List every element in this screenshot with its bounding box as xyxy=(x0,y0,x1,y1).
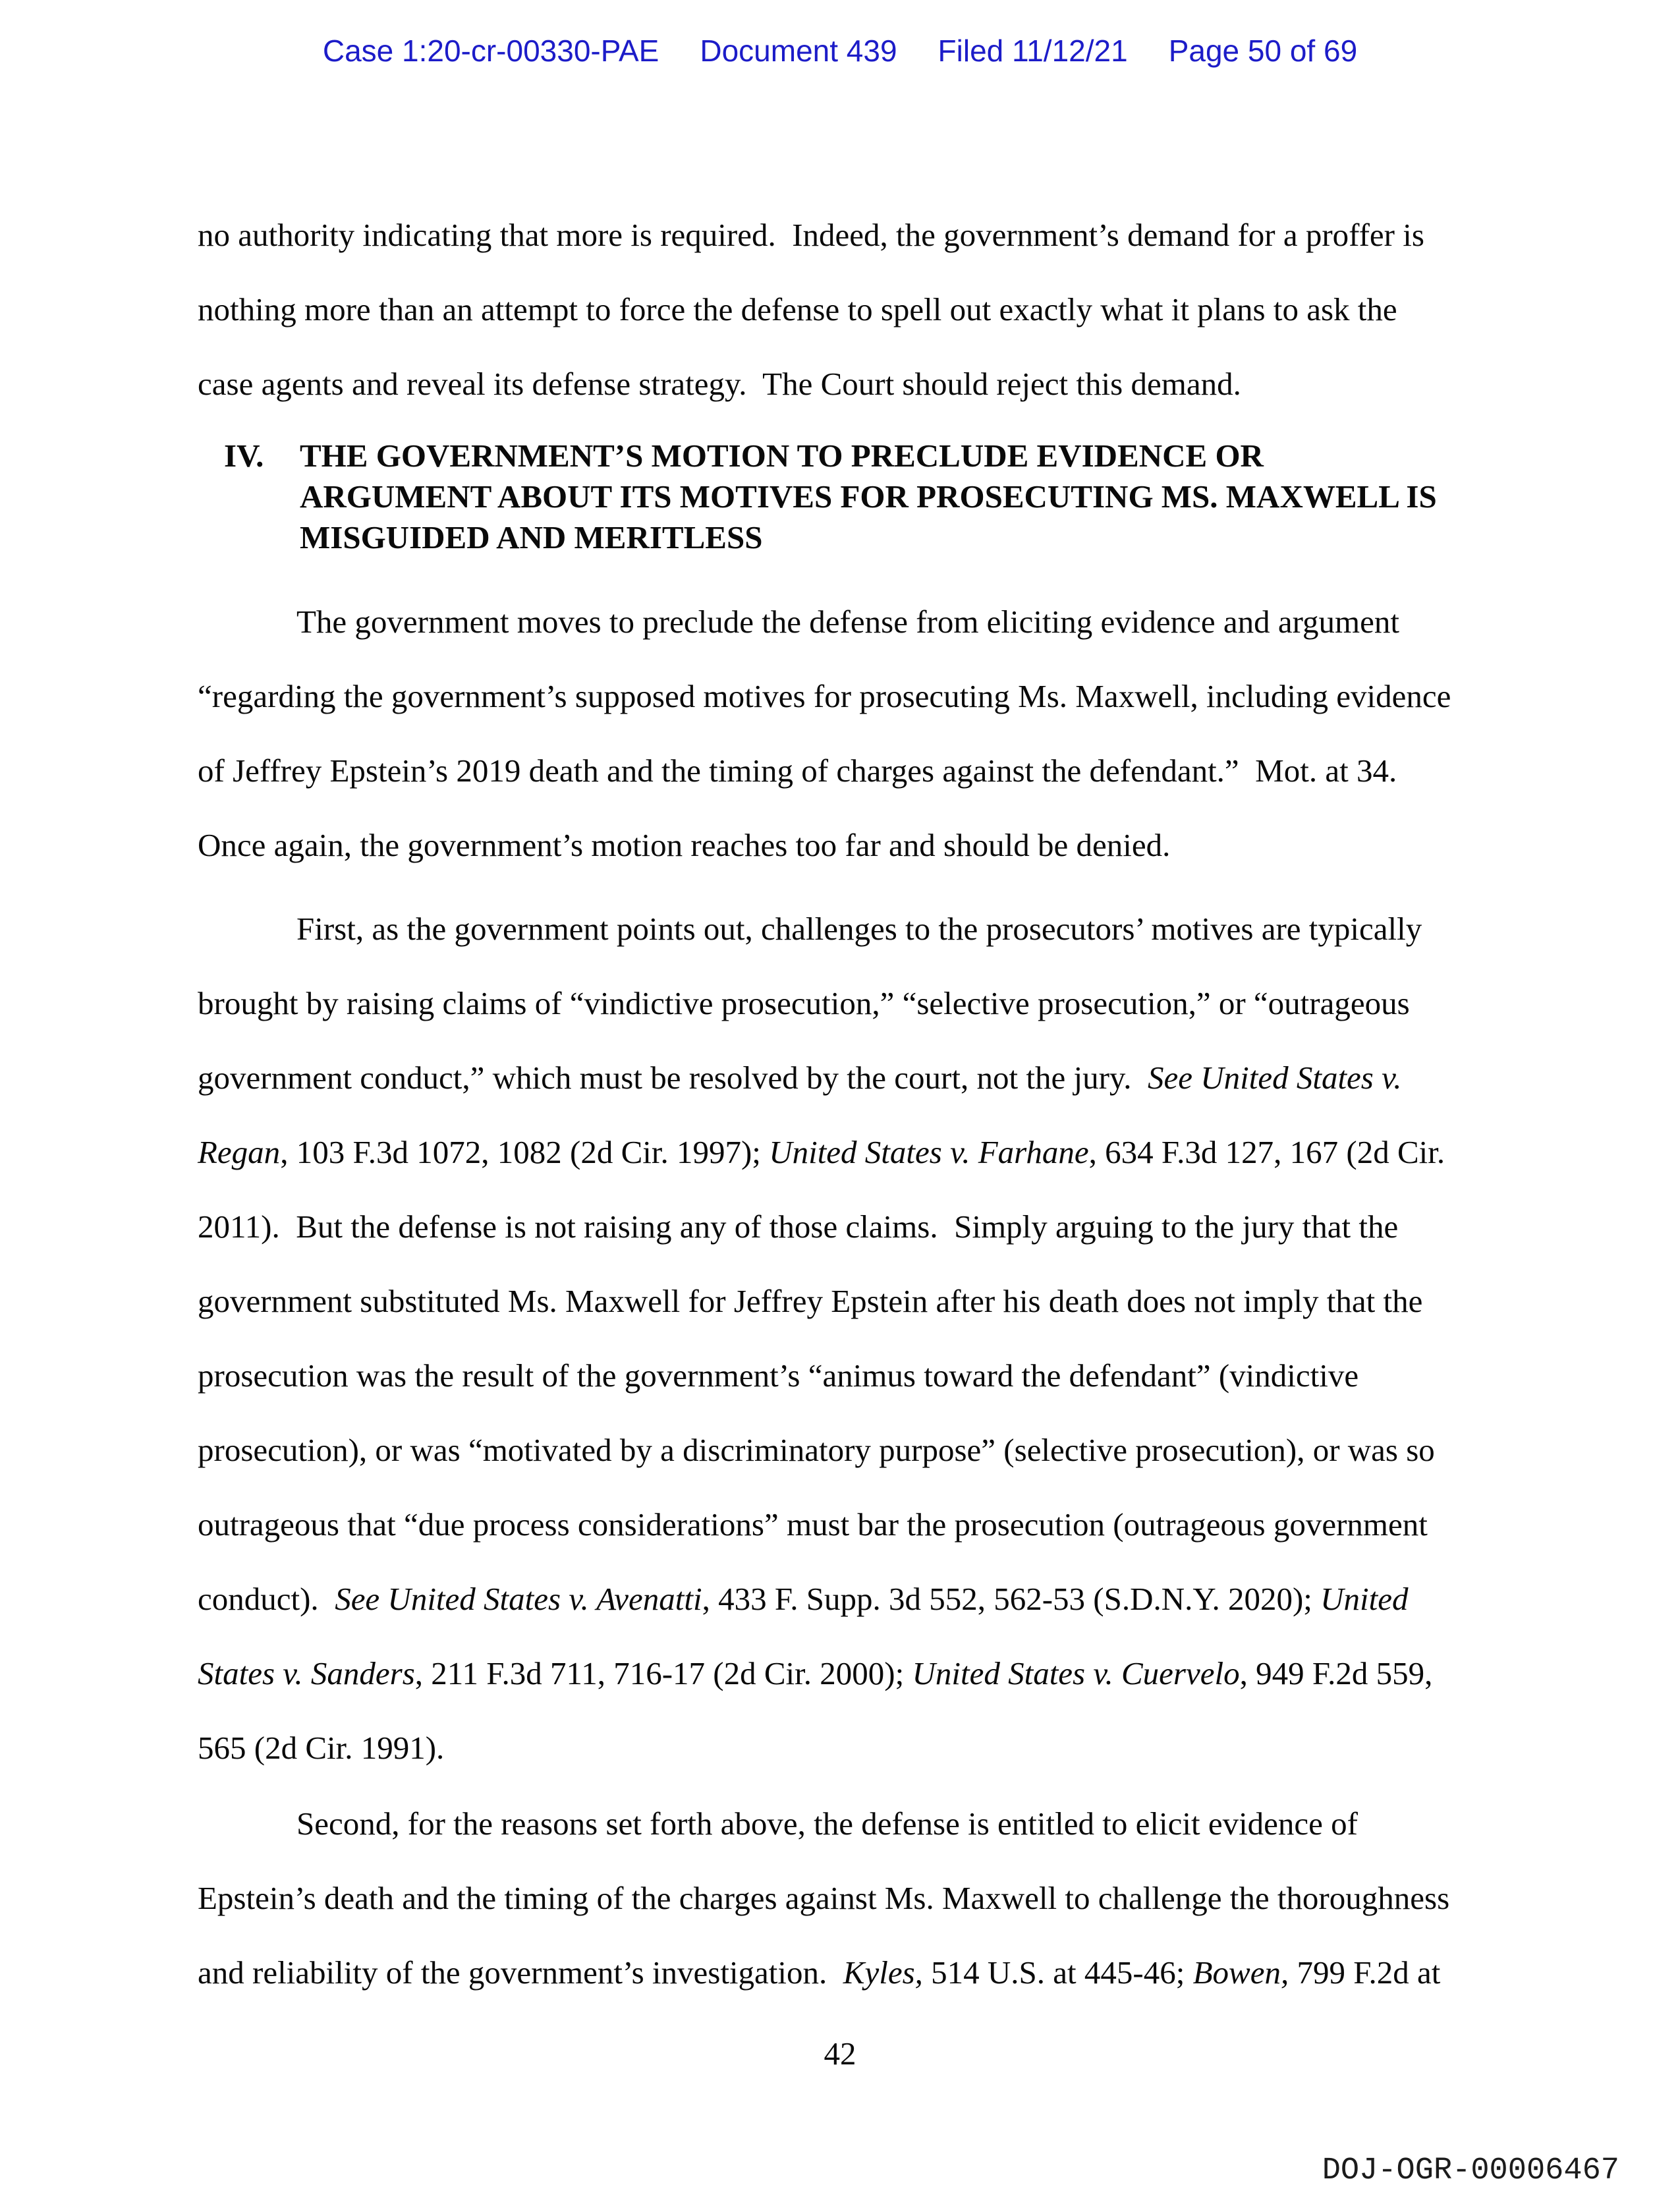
text-line xyxy=(198,808,1486,882)
text-run: 2011). But the defense is not raising any of those claims. Simply arguing to the jury that the xyxy=(198,1208,1399,1245)
stamp-page-count: Page 50 of 69 xyxy=(1168,34,1358,68)
text-run: nothing more than an attempt to force the defense to spell out exactly what it plans to ask the xyxy=(198,291,1397,327)
text-run: First, as the government points out, challenges to the prosecutors’ motives are typically xyxy=(296,911,1422,947)
text-line xyxy=(198,1935,1486,2010)
text-line xyxy=(198,1487,1486,1562)
text-line xyxy=(198,1711,1486,1785)
text-line xyxy=(198,584,1486,659)
text-line xyxy=(198,892,1486,966)
citation-italic-run: United States v. Cuervelo xyxy=(912,1655,1240,1691)
citation-italic-run: Kyles, xyxy=(843,1954,923,1991)
text-run: , 634 F.3d 127, 167 (2d Cir. xyxy=(1088,1134,1445,1170)
text-run: government substituted Ms. Maxwell for Jeffrey Epstein after his death does not imply that the xyxy=(198,1283,1423,1319)
text-run: “regarding the government’s supposed motives for prosecuting Ms. Maxwell, including evidence xyxy=(198,678,1451,714)
text-run: Epstein’s death and the timing of the charges against Ms. Maxwell to challenge the thoroughness xyxy=(198,1880,1450,1916)
section-heading-number: IV. xyxy=(224,438,264,474)
citation-italic-run: Regan xyxy=(198,1134,281,1170)
citation-italic-run: States v. Sanders xyxy=(198,1655,415,1691)
stamp-filed-date: Filed 11/12/21 xyxy=(938,34,1128,68)
text-line xyxy=(198,1115,1486,1189)
body-paragraph xyxy=(198,892,1486,1785)
citation-italic-run: Bowen, xyxy=(1192,1954,1289,1991)
stamp-case-number: Case 1:20-cr-00330-PAE xyxy=(322,34,659,68)
citation-italic-run: United xyxy=(1320,1581,1409,1617)
section-heading xyxy=(224,436,1486,558)
text-line xyxy=(198,1861,1486,1935)
text-line xyxy=(198,198,1486,272)
text-run: case agents and reveal its defense strategy. The Court should reject this demand. xyxy=(198,366,1241,402)
text-run: conduct). xyxy=(198,1581,335,1617)
bates-number: DOJ-OGR-00006467 xyxy=(1322,2153,1619,2188)
ecf-header-stamp xyxy=(0,33,1680,69)
citation-italic-run: See United States v. xyxy=(1147,1060,1402,1096)
text-run: 565 (2d Cir. 1991). xyxy=(198,1730,445,1766)
text-line xyxy=(198,1040,1486,1115)
body-paragraph xyxy=(198,584,1486,882)
text-run: , 211 F.3d 711, 716-17 (2d Cir. 2000); xyxy=(414,1655,912,1691)
text-line xyxy=(198,1786,1486,1861)
text-run: prosecution), or was “motivated by a discriminatory purpose” (selective prosecution), or was so xyxy=(198,1432,1435,1468)
text-line xyxy=(198,1562,1486,1636)
text-line xyxy=(198,733,1486,808)
body-paragraph xyxy=(198,1786,1486,2010)
text-run: 514 U.S. at 445-46; xyxy=(922,1954,1193,1991)
text-run: , 949 F.2d 559, xyxy=(1239,1655,1433,1691)
text-run: prosecution was the result of the government’s “animus toward the defendant” (vindictive xyxy=(198,1357,1359,1394)
text-run: The government moves to preclude the defense from eliciting evidence and argument xyxy=(296,604,1400,640)
text-run: Second, for the reasons set forth above, the defense is entitled to elicit evidence of xyxy=(296,1805,1358,1842)
citation-italic-run: See United States v. Avenatti xyxy=(335,1581,702,1617)
text-line xyxy=(198,1338,1486,1413)
document-body xyxy=(198,198,1486,2010)
section-heading-text xyxy=(300,436,1486,558)
text-run: , 103 F.3d 1072, 1082 (2d Cir. 1997); xyxy=(280,1134,770,1170)
text-line xyxy=(198,966,1486,1040)
text-run: , 433 F. Supp. 3d 552, 562-53 (S.D.N.Y. 2020); xyxy=(702,1581,1321,1617)
text-line xyxy=(198,659,1486,733)
text-run: Once again, the government’s motion reaches too far and should be denied. xyxy=(198,827,1171,863)
text-run: of Jeffrey Epstein’s 2019 death and the timing of charges against the defendant.” Mot. at 34. xyxy=(198,752,1397,789)
text-run: and reliability of the government’s investigation. xyxy=(198,1954,843,1991)
text-line xyxy=(198,347,1486,421)
page-number: 42 xyxy=(824,2035,856,2072)
heading-line: MISGUIDED AND MERITLESS xyxy=(300,519,763,555)
text-run: government conduct,” which must be resolved by the court, not the jury. xyxy=(198,1060,1148,1096)
text-run: no authority indicating that more is required. Indeed, the government’s demand for a proffer is xyxy=(198,217,1424,253)
heading-line: ARGUMENT ABOUT ITS MOTIVES FOR PROSECUTING MS. MAXWELL IS xyxy=(300,478,1437,515)
text-line xyxy=(198,272,1486,347)
text-line xyxy=(198,1413,1486,1487)
stamp-document-number: Document 439 xyxy=(700,34,897,68)
text-line xyxy=(198,1636,1486,1711)
text-line xyxy=(198,1189,1486,1264)
body-paragraph xyxy=(198,198,1486,421)
text-line xyxy=(198,1264,1486,1338)
text-run: brought by raising claims of “vindictive prosecution,” “selective prosecution,” or “outrageous xyxy=(198,985,1410,1021)
citation-italic-run: United States v. Farhane xyxy=(769,1134,1089,1170)
text-run: outrageous that “due process considerations” must bar the prosecution (outrageous government xyxy=(198,1506,1428,1543)
heading-line: THE GOVERNMENT’S MOTION TO PRECLUDE EVIDENCE OR xyxy=(300,438,1264,474)
text-run: 799 F.2d at xyxy=(1289,1954,1441,1991)
